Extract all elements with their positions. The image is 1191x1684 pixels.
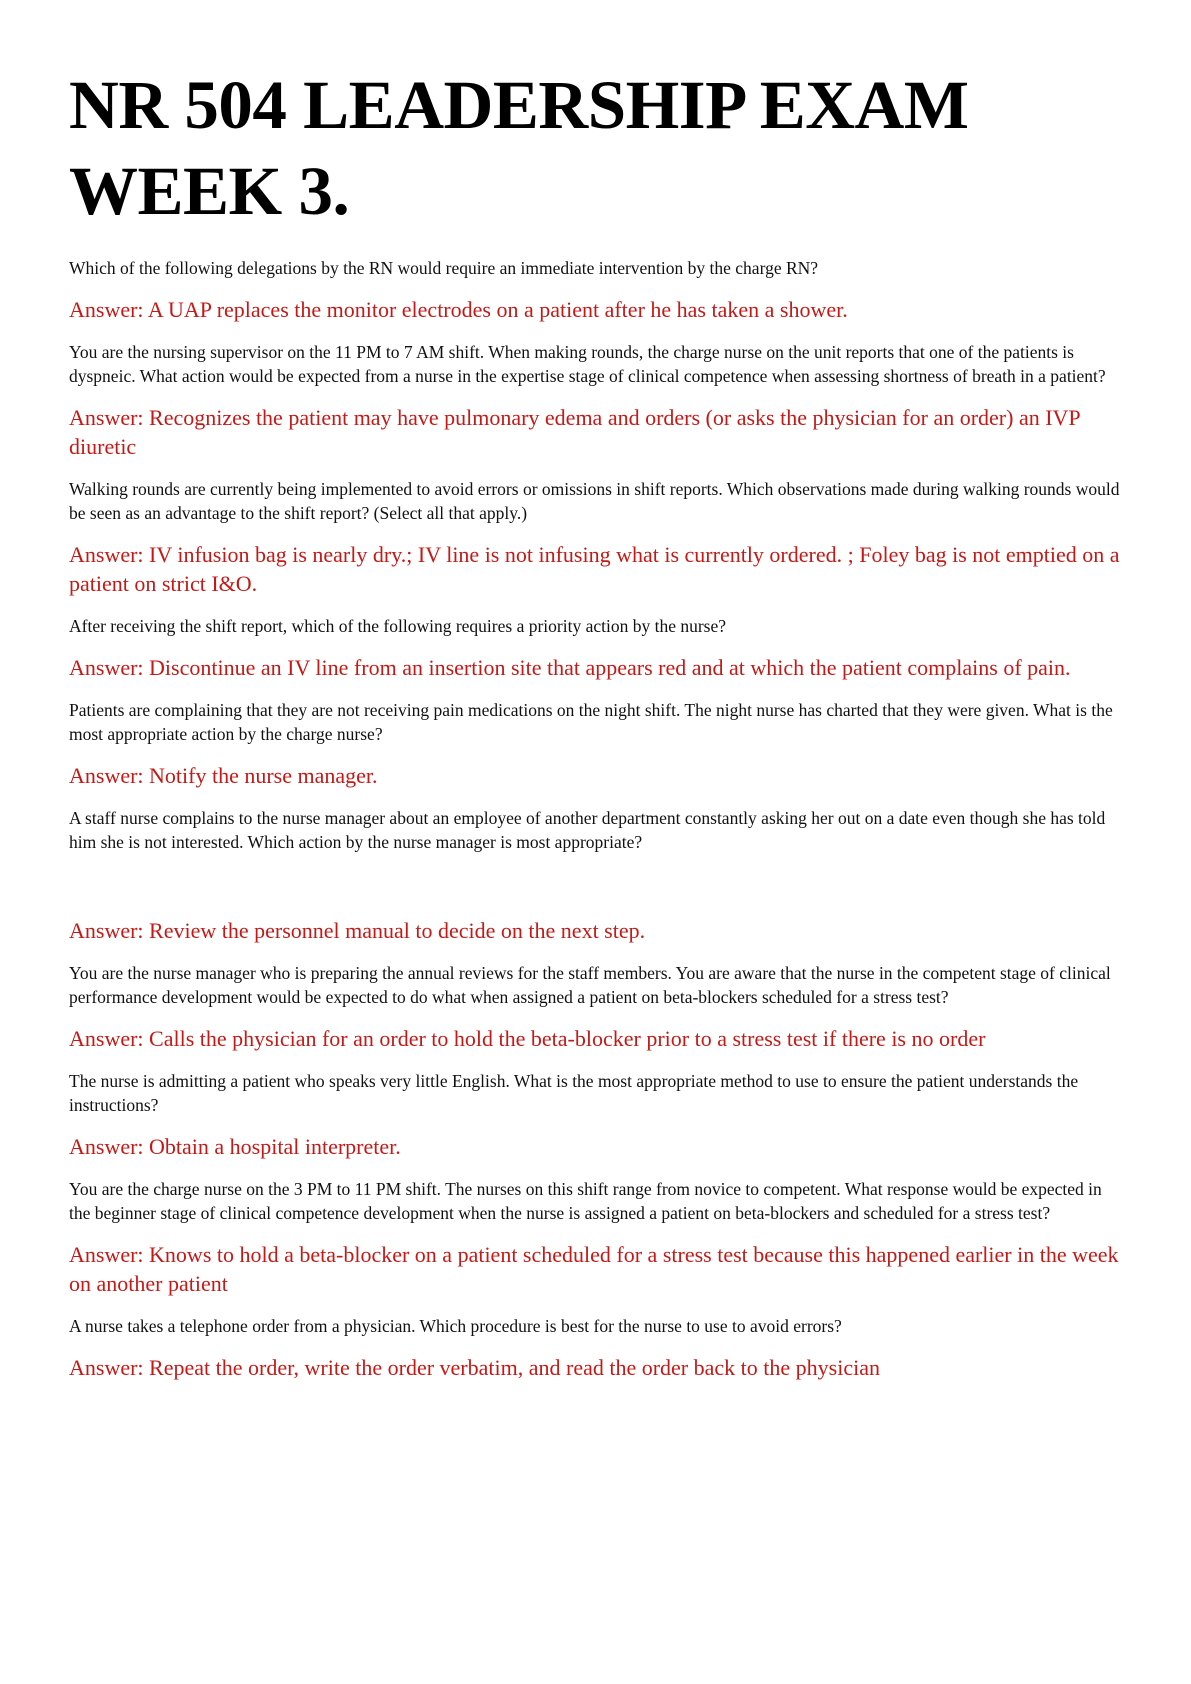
question-text: After receiving the shift report, which of the following requires a priority action by the nurse? [69, 616, 727, 636]
answer-text: Answer: Recognizes the patient may have pulmonary edema and orders (or asks the physician for an order) an IVP diuretic [69, 405, 1080, 459]
question-text: You are the charge nurse on the 3 PM to 11 PM shift. The nurses on this shift range from novice to competent. What response would be expected in the beginner stage of clinical competence development when the nurse is assigned a patient on beta-blockers and scheduled for a stress test? [69, 1179, 1102, 1223]
question-text: You are the nurse manager who is preparing the annual reviews for the staff members. You are aware that the nurse in the competent stage of clinical performance development would be expected to do what when assigned a patient on beta-blockers scheduled for a stress test? [69, 963, 1111, 1007]
question-text: Patients are complaining that they are not receiving pain medications on the night shift. The night nurse has charted that they were given. What is the most appropriate action by the charge nurse? [69, 700, 1113, 744]
answer-text: Answer: Calls the physician for an order to hold the beta-blocker prior to a stress test if there is no order [69, 1026, 986, 1051]
answer-text: Answer: Discontinue an IV line from an insertion site that appears red and at which the patient complains of pain. [69, 655, 1071, 680]
qa-list [69, 256, 1123, 1382]
question-text: Which of the following delegations by the RN would require an immediate intervention by the charge RN? [69, 258, 819, 278]
answer-text: Answer: Obtain a hospital interpreter. [69, 1134, 401, 1159]
answer-text: Answer: Repeat the order, write the order verbatim, and read the order back to the physician [69, 1355, 880, 1380]
answer-text: Answer: Review the personnel manual to decide on the next step. [69, 918, 646, 943]
question-text: A nurse takes a telephone order from a physician. Which procedure is best for the nurse to use to avoid errors? [69, 1316, 842, 1336]
answer-text: Answer: Notify the nurse manager. [69, 763, 378, 788]
answer-text: Answer: Knows to hold a beta-blocker on a patient scheduled for a stress test because this happened earlier in the week on another patient [69, 1242, 1119, 1296]
document-title: NR 504 LEADERSHIP EXAM WEEK 3. [69, 67, 969, 229]
question-text: Walking rounds are currently being implemented to avoid errors or omissions in shift reports. Which observations made during walking rounds would be seen as an advantage to the shift report? (Select all that apply.) [69, 479, 1120, 523]
question-text: You are the nursing supervisor on the 11 PM to 7 AM shift. When making rounds, the charge nurse on the unit reports that one of the patients is dyspneic. What action would be expected from a nurse in the expertise stage of clinical competence when assessing shortness of breath in a patient? [69, 342, 1106, 386]
question-text: The nurse is admitting a patient who speaks very little English. What is the most appropriate method to use to ensure the patient understands the instructions? [69, 1071, 1079, 1115]
answer-text: Answer: IV infusion bag is nearly dry.; IV line is not infusing what is currently ordered. ; Foley bag is not emptied on a patient on strict I&O. [69, 542, 1120, 596]
question-text: A staff nurse complains to the nurse manager about an employee of another department constantly asking her out on a date even though she has told him she is not interested. Which action by the nurse manager is most appropriate? [69, 808, 1106, 852]
answer-text: Answer: A UAP replaces the monitor electrodes on a patient after he has taken a shower. [69, 297, 848, 322]
